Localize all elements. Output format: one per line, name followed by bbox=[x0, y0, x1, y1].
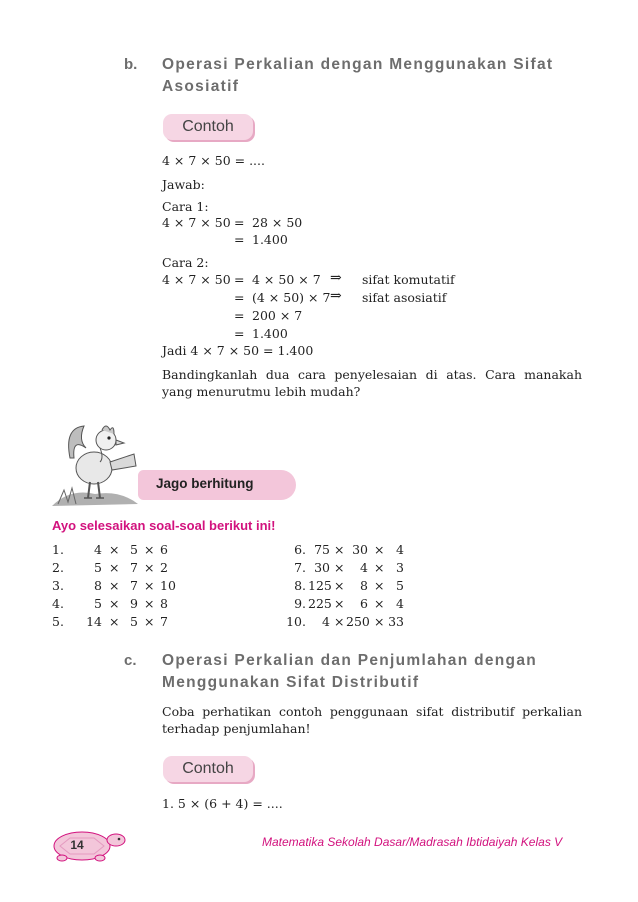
exercise-list-left bbox=[52, 542, 262, 632]
exercise-operand: 7 bbox=[160, 614, 168, 629]
rooster-illustration bbox=[50, 418, 140, 510]
exercise-operand: 8 bbox=[160, 596, 168, 611]
cara1-result2: 1.400 bbox=[252, 232, 288, 247]
times-sign: × bbox=[334, 542, 345, 557]
exercise-operand: 14 bbox=[86, 614, 102, 629]
cara2-note: sifat asosiatif bbox=[362, 290, 447, 305]
exercise-operand: 250 bbox=[346, 614, 370, 629]
implies-arrow-icon: ⇒ bbox=[330, 288, 342, 304]
exercise-operand: 5 bbox=[94, 560, 102, 575]
times-sign: × bbox=[374, 614, 385, 629]
exercise-operand: 5 bbox=[396, 578, 404, 593]
times-sign: × bbox=[144, 614, 155, 629]
cara1-eq1: = bbox=[234, 215, 245, 230]
times-sign: × bbox=[109, 578, 120, 593]
section-b-letter: b. bbox=[124, 56, 138, 73]
exercise-operand: 4 bbox=[94, 542, 102, 557]
exercise-operand: 33 bbox=[388, 614, 404, 629]
exercise-operand: 30 bbox=[314, 560, 330, 575]
section-c-problem: 1. 5 × (6 + 4) = .... bbox=[162, 796, 283, 811]
exercise-operand: 225 bbox=[308, 596, 332, 611]
times-sign: × bbox=[144, 560, 155, 575]
times-sign: × bbox=[144, 596, 155, 611]
cara2-step: 1.400 bbox=[252, 326, 288, 341]
exercise-operand: 10 bbox=[160, 578, 176, 593]
cara2-eq: = bbox=[234, 308, 245, 323]
exercise-operand: 4 bbox=[396, 596, 404, 611]
compare-paragraph: Bandingkanlah dua cara penyelesaian di atas. Cara manakah yang menurutmu lebih mudah? bbox=[162, 367, 582, 399]
cara2-eq: = bbox=[234, 272, 245, 287]
exercise-number: 2. bbox=[52, 560, 64, 575]
contoh-badge-b: Contoh bbox=[163, 114, 253, 140]
jawab-label: Jawab: bbox=[162, 177, 205, 192]
exercise-operand: 30 bbox=[352, 542, 368, 557]
exercise-operand: 9 bbox=[130, 596, 138, 611]
section-c-title-line2: Menggunakan Sifat Distributif bbox=[162, 674, 420, 691]
times-sign: × bbox=[109, 614, 120, 629]
exercise-number: 3. bbox=[52, 578, 64, 593]
exercise-operand: 8 bbox=[94, 578, 102, 593]
exercise-operand: 8 bbox=[360, 578, 368, 593]
exercise-number: 6. bbox=[294, 542, 306, 557]
times-sign: × bbox=[374, 578, 385, 593]
exercise-number: 4. bbox=[52, 596, 64, 611]
footer-book-title: Matematika Sekolah Dasar/Madrasah Ibtidaiyah Kelas V bbox=[262, 835, 563, 849]
exercise-operand: 5 bbox=[130, 614, 138, 629]
cara2-note: sifat komutatif bbox=[362, 272, 455, 287]
implies-arrow-icon: ⇒ bbox=[330, 270, 342, 286]
exercise-instruction: Ayo selesaikan soal-soal berikut ini! bbox=[52, 518, 276, 533]
section-c-intro: Coba perhatikan contoh penggunaan sifat distributif perkalian terhadap penjumlahan! bbox=[162, 704, 582, 736]
section-c-letter: c. bbox=[124, 652, 137, 669]
times-sign: × bbox=[374, 560, 385, 575]
section-c-title bbox=[162, 650, 582, 694]
example-problem: 4 × 7 × 50 = .... bbox=[162, 153, 265, 168]
section-b-title bbox=[162, 54, 582, 98]
cara1-lhs: 4 × 7 × 50 bbox=[162, 215, 231, 230]
exercise-number: 1. bbox=[52, 542, 64, 557]
exercise-operand: 7 bbox=[130, 578, 138, 593]
exercise-operand: 75 bbox=[314, 542, 330, 557]
cara2-step: 200 × 7 bbox=[252, 308, 303, 323]
exercise-operand: 4 bbox=[360, 560, 368, 575]
times-sign: × bbox=[334, 596, 345, 611]
exercise-operand: 3 bbox=[396, 560, 404, 575]
cara1-eq2: = bbox=[234, 232, 245, 247]
cara2-eq: = bbox=[234, 290, 245, 305]
cara2-step: 4 × 50 × 7 bbox=[252, 272, 321, 287]
times-sign: × bbox=[144, 542, 155, 557]
section-b-title-line2: Asosiatif bbox=[162, 78, 240, 95]
exercise-number: 5. bbox=[52, 614, 64, 629]
exercise-operand: 5 bbox=[94, 596, 102, 611]
exercise-list-right bbox=[284, 542, 414, 632]
exercise-number: 7. bbox=[294, 560, 306, 575]
jadi-conclusion: Jadi 4 × 7 × 50 = 1.400 bbox=[162, 343, 314, 358]
times-sign: × bbox=[109, 560, 120, 575]
times-sign: × bbox=[334, 578, 345, 593]
cara2-step: (4 × 50) × 7 bbox=[252, 290, 331, 305]
exercise-number: 9. bbox=[294, 596, 306, 611]
exercise-operand: 7 bbox=[130, 560, 138, 575]
cara2-label: Cara 2: bbox=[162, 255, 209, 270]
exercise-operand: 6 bbox=[160, 542, 168, 557]
exercise-operand: 6 bbox=[360, 596, 368, 611]
times-sign: × bbox=[144, 578, 155, 593]
exercise-operand: 5 bbox=[130, 542, 138, 557]
contoh-badge-c: Contoh bbox=[163, 756, 253, 782]
times-sign: × bbox=[374, 596, 385, 611]
cara1-label: Cara 1: bbox=[162, 199, 209, 214]
exercise-operand: 4 bbox=[322, 614, 330, 629]
times-sign: × bbox=[334, 560, 345, 575]
exercise-operand: 2 bbox=[160, 560, 168, 575]
exercise-number: 8. bbox=[294, 578, 306, 593]
exercise-operand: 4 bbox=[396, 542, 404, 557]
cara1-result1: 28 × 50 bbox=[252, 215, 303, 230]
jago-banner bbox=[138, 470, 296, 500]
times-sign: × bbox=[109, 542, 120, 557]
cara2-lhs: 4 × 7 × 50 bbox=[162, 272, 231, 287]
times-sign: × bbox=[109, 596, 120, 611]
page-number: 14 bbox=[70, 838, 84, 852]
exercise-operand: 125 bbox=[308, 578, 332, 593]
section-b-title-line1: Operasi Perkalian dengan Menggunakan Sifat bbox=[162, 56, 554, 73]
times-sign: × bbox=[374, 542, 385, 557]
times-sign: × bbox=[334, 614, 345, 629]
cara2-eq: = bbox=[234, 326, 245, 341]
section-c-title-line1: Operasi Perkalian dan Penjumlahan dengan bbox=[162, 652, 538, 669]
exercise-number: 10. bbox=[286, 614, 306, 629]
jago-banner-label: Jago berhitung bbox=[156, 476, 254, 491]
